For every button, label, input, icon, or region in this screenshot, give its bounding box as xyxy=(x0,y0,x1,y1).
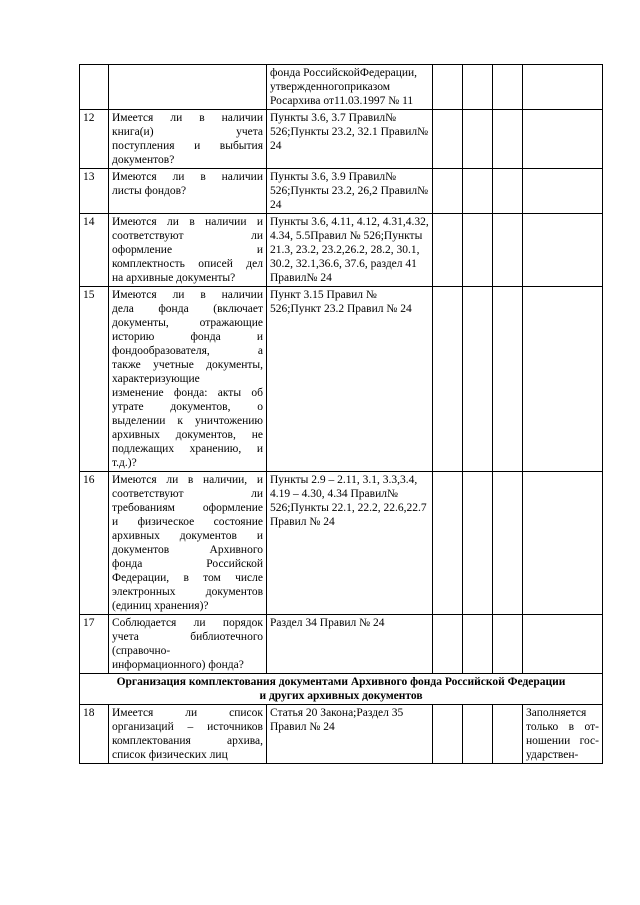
row-number: 18 xyxy=(80,705,109,764)
question-cell-line: листы фондов? xyxy=(112,185,187,197)
answer-cell xyxy=(523,169,603,214)
note-cell-line: Заполняется xyxy=(526,707,587,719)
question-cell-line: характеризующие xyxy=(112,373,200,385)
requirements-cell-line: Правил № 526; xyxy=(310,230,384,242)
question-cell-line: соответствуют ли xyxy=(112,488,263,500)
requirements-cell xyxy=(267,287,433,472)
question-cell xyxy=(109,472,267,615)
answer-cell xyxy=(493,110,523,169)
question-cell-line: Имеются ли в наличии xyxy=(112,289,263,301)
answer-cell xyxy=(463,705,493,764)
section-heading-line: Организация комплектования документами Архивного фонда Российской Федерации xyxy=(116,676,566,688)
answer-cell xyxy=(523,615,603,674)
question-cell xyxy=(109,615,267,674)
section-heading xyxy=(80,674,603,705)
checklist-body xyxy=(80,65,603,764)
question-cell-line: Имеются ли в наличии и xyxy=(112,216,263,228)
row-number: 16 xyxy=(80,472,109,615)
question-cell-line: выделении к уничтожению xyxy=(112,415,263,427)
question-cell-line: документов? xyxy=(112,154,175,166)
requirements-cell-line: 22.7 Правил № 24 xyxy=(270,502,427,528)
question-cell xyxy=(109,287,267,472)
table-row xyxy=(80,169,603,214)
answer-cell xyxy=(523,214,603,287)
answer-cell xyxy=(463,65,493,110)
requirements-cell xyxy=(267,615,433,674)
requirements-cell-line: 3.4, 4.19 – 4.30, 4.34 Правил xyxy=(270,474,418,500)
table-row xyxy=(80,472,603,615)
question-cell-line: учета библиотечного xyxy=(112,631,263,643)
requirements-cell xyxy=(267,214,433,287)
question-cell-line: Имеются ли в наличии, и xyxy=(112,474,263,486)
question-cell-line: оформление и xyxy=(112,244,263,256)
requirements-cell-line: Пункты 3.6, 3.9 Правил xyxy=(270,171,386,183)
question-cell-line: (единиц хранения)? xyxy=(112,600,209,612)
question-cell-line: (справочно- xyxy=(112,645,171,657)
row-number xyxy=(80,65,109,110)
question-cell-line: документов Архивного xyxy=(112,544,263,556)
requirements-cell-line: № 526; xyxy=(270,112,397,138)
requirements-cell-line: Раздел 34 Правил № 24 xyxy=(270,617,385,629)
question-cell-line: Федерации, в том числе xyxy=(112,572,263,584)
answer-cell xyxy=(463,169,493,214)
question-cell-line: электронных документов xyxy=(112,586,263,598)
answer-cell xyxy=(433,472,463,615)
note-cell-line: ударствен- xyxy=(526,749,579,761)
answer-cell xyxy=(433,65,463,110)
requirements-cell-line: Раздел 35 Правил № 24 xyxy=(270,707,404,733)
table-row xyxy=(80,214,603,287)
requirements-cell-line: Пункты 23.2, 32.1 Правил xyxy=(290,126,418,138)
question-cell-line: Имеется ли список xyxy=(112,707,263,719)
section-heading-line: и других архивных документов xyxy=(259,690,423,702)
checklist-table xyxy=(79,64,603,764)
answer-cell xyxy=(433,615,463,674)
question-cell-line: комплектования архива, xyxy=(112,735,263,747)
row-number: 14 xyxy=(80,214,109,287)
question-cell-line: поступления и выбытия xyxy=(112,140,263,152)
requirements-cell-line: 36.6, 37.6, раздел 41 Правил xyxy=(270,258,417,284)
question-cell xyxy=(109,65,267,110)
question-cell-line: комплектность описей дел xyxy=(112,258,263,270)
row-number: 13 xyxy=(80,169,109,214)
question-cell-line: организаций – источников xyxy=(112,721,263,733)
answer-cell xyxy=(523,287,603,472)
note-cell-line: только в от- xyxy=(526,721,599,733)
requirements-cell-line: Пункты 2.9 – 2.11, 3.1, 3.3, xyxy=(270,474,400,486)
row-number: 12 xyxy=(80,110,109,169)
row-number: 17 xyxy=(80,615,109,674)
table-row xyxy=(80,110,603,169)
requirements-cell xyxy=(267,110,433,169)
question-cell-line: список физических лиц xyxy=(112,749,228,761)
question-cell-line: подлежащих хранению, и xyxy=(112,443,263,455)
answer-cell xyxy=(493,287,523,472)
answer-cell xyxy=(433,214,463,287)
requirements-cell-line: № 24 xyxy=(270,126,429,152)
table-row xyxy=(80,615,603,674)
requirements-cell-line: приказом Росархива от xyxy=(270,81,391,107)
question-cell-line: Имеются ли в наличии xyxy=(112,171,263,183)
answer-cell xyxy=(493,169,523,214)
answer-cell xyxy=(433,287,463,472)
requirements-cell-line: Пункты 23.2, 26,2 Правил xyxy=(290,185,418,197)
answer-cell xyxy=(433,110,463,169)
requirements-cell-line: № 24 xyxy=(270,185,429,211)
requirements-cell xyxy=(267,65,433,110)
requirements-cell-line: № 526; xyxy=(270,488,398,514)
question-cell-line: фондообразователя, а xyxy=(112,345,263,357)
question-cell-line: архивных документов, не xyxy=(112,429,263,441)
answer-cell xyxy=(463,110,493,169)
row-number: 15 xyxy=(80,287,109,472)
answer-cell xyxy=(493,705,523,764)
question-cell-line: требованиям оформление xyxy=(112,502,263,514)
requirements-cell-line: № 526; xyxy=(270,171,397,197)
answer-cell xyxy=(523,110,603,169)
question-cell-line: Соблюдается ли порядок xyxy=(112,617,263,629)
answer-cell xyxy=(493,65,523,110)
question-cell-line: утрате документов, о xyxy=(112,401,263,413)
note-cell xyxy=(523,705,603,764)
requirements-cell-line: 4.32, 4.34, 5.5 xyxy=(270,216,429,242)
answer-cell xyxy=(523,472,603,615)
section-heading-row xyxy=(80,674,603,705)
answer-cell xyxy=(523,65,603,110)
question-cell-line: соответствуют ли xyxy=(112,230,263,242)
requirements-cell-line: Статья 20 Закона; xyxy=(270,707,357,719)
question-cell xyxy=(109,214,267,287)
question-cell xyxy=(109,705,267,764)
table-row xyxy=(80,65,603,110)
requirements-cell-line: 26.2, 28.2, 30.1, 30.2, 32.1, xyxy=(270,244,420,270)
question-cell-line: т.д.)? xyxy=(112,457,137,469)
question-cell-line: также учетные документы, xyxy=(112,359,263,371)
table-row xyxy=(80,705,603,764)
question-cell-line: информационного) фонда? xyxy=(112,659,244,671)
answer-cell xyxy=(493,472,523,615)
requirements-cell xyxy=(267,169,433,214)
answer-cell xyxy=(433,705,463,764)
requirements-cell-line: Пункт 23.2 Правил № 24 xyxy=(290,303,412,315)
answer-cell xyxy=(463,615,493,674)
requirements-cell-line: фонда Российской xyxy=(270,67,360,79)
question-cell-line: дела фонда (включает xyxy=(112,303,263,315)
note-cell-line: ношении гос- xyxy=(526,735,599,747)
requirements-cell-line: Пункты 22.1, 22.2, 22.6, xyxy=(290,502,407,514)
question-cell-line: документы, отражающие xyxy=(112,317,263,329)
answer-cell xyxy=(433,169,463,214)
requirements-cell-line: Пункты 21.3, 23.2, 23.2, xyxy=(270,230,423,256)
answer-cell xyxy=(493,214,523,287)
question-cell xyxy=(109,169,267,214)
requirements-cell xyxy=(267,705,433,764)
question-cell xyxy=(109,110,267,169)
table-row xyxy=(80,287,603,472)
requirements-cell-line: № 24 xyxy=(306,272,332,284)
question-cell-line: на архивные документы? xyxy=(112,272,236,284)
answer-cell xyxy=(463,214,493,287)
question-cell-line: архивных документов и xyxy=(112,530,263,542)
answer-cell xyxy=(493,615,523,674)
question-cell-line: изменение фонда: акты об xyxy=(112,387,263,399)
requirements-cell-line: Пункт 3.15 Правил № 526; xyxy=(270,289,377,315)
answer-cell xyxy=(463,287,493,472)
requirements-cell-line: Пункты 3.6, 4.11, 4.12, 4.31, xyxy=(270,216,406,228)
question-cell-line: историю фонда и xyxy=(112,331,263,343)
requirements-cell-line: 11.03.1997 № 11 xyxy=(334,95,414,107)
requirements-cell xyxy=(267,472,433,615)
requirements-cell-line: Федерации, утвержденного xyxy=(270,67,418,93)
answer-cell xyxy=(463,472,493,615)
question-cell-line: и физическое состояние xyxy=(112,516,263,528)
requirements-cell-line: Пункты 3.6, 3.7 Правил xyxy=(270,112,386,124)
question-cell-line: книга(и) учета xyxy=(112,126,263,138)
question-cell-line: фонда Российской xyxy=(112,558,263,570)
question-cell-line: Имеется ли в наличии xyxy=(112,112,263,124)
